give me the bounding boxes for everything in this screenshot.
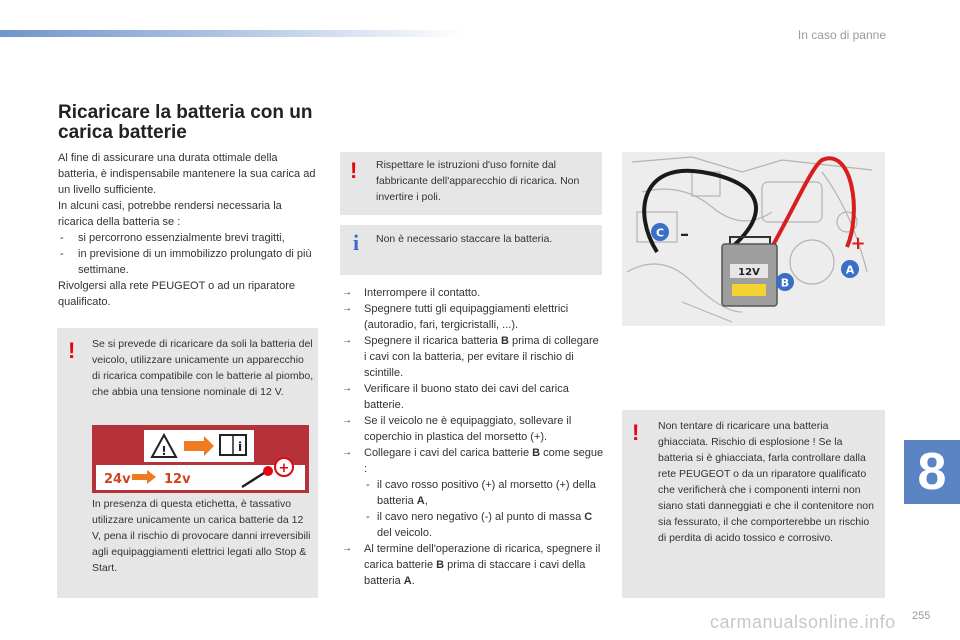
info-icon: i <box>353 230 360 255</box>
sub-step-item: - il cavo rosso positivo (+) al morsetto (+) della batteria A, <box>364 477 604 509</box>
procedure-steps <box>342 285 604 589</box>
intro-text <box>58 150 320 310</box>
label-b: B <box>780 276 790 290</box>
step-item: → Se il veicolo ne è equipaggiato, sollevare il coperchio in plastica del morsetto (+). <box>342 413 604 445</box>
page-title: Ricaricare la batteria con un carica batterie <box>58 102 313 143</box>
engine-bay-diagram <box>622 152 885 326</box>
info-text: Non è necessario staccare la batteria. <box>376 233 553 245</box>
page-number: 255 <box>912 610 931 622</box>
intro-paragraph: Rivolgersi alla rete PEUGEOT o ad un riparatore qualificato. <box>58 280 296 308</box>
step-item: → Interrompere il contatto. <box>342 285 604 301</box>
svg-text:i: i <box>237 440 243 454</box>
warning-box-top <box>340 152 602 215</box>
intro-paragraph: Al fine di assicurare una durata ottimale della batteria, è indispensabile mantenere la sua carica ad un livello sufficiente. <box>58 152 316 196</box>
label-a: A <box>845 263 855 277</box>
svg-text:+: + <box>278 461 290 476</box>
watermark: carmanualsonline.info <box>710 612 896 632</box>
warning-text: Rispettare le istruzioni d'uso fornite dal fabbricante dell'apparecchio di ricarica. Non invertire i poli. <box>376 159 580 203</box>
intro-paragraph: In alcuni casi, potrebbe rendersi necessaria la ricarica della batteria se : <box>58 200 282 228</box>
voltage-12v-label: 12v <box>164 472 191 487</box>
minus-sign: – <box>680 224 689 245</box>
voltage-24v-label: 24v <box>104 472 131 487</box>
warning-label-graphic <box>92 425 309 493</box>
list-item: - si percorrono essenzialmente brevi tragitti, <box>58 230 320 246</box>
sub-steps <box>364 477 604 541</box>
exclamation-icon: ! <box>350 158 358 183</box>
plus-sign: + <box>850 233 866 254</box>
step-item: → Verificare il buono stato dei cavi del carica batterie. <box>342 381 604 413</box>
info-box <box>340 225 602 275</box>
intro-list <box>58 230 320 278</box>
warning-box-right <box>622 410 885 598</box>
section-title: In caso di panne <box>797 28 886 42</box>
exclamation-icon: ! <box>68 338 76 363</box>
exclamation-icon: ! <box>632 420 640 445</box>
stop-start-battery-label <box>92 425 309 493</box>
svg-text:!: ! <box>161 444 167 458</box>
chapter-number: 8 <box>904 440 960 504</box>
battery-charger-illustration <box>622 152 885 326</box>
step-item: → Al termine dell'operazione di ricarica, spegnere il carica batterie B prima di staccare i cavi della batteria A. <box>342 541 604 589</box>
warning-text: Non tentare di ricaricare una batteria ghiacciata. Rischio di esplosione ! Se la batteria si è ghiacciata, farla controllare dalla rete PEUGEOT o da un riparatore qualificato che verificherà che i componenti interni non siano stati danneggiati e che il contenitore non sia fessurato, il che comporterebbe un rischio di perdita di acido tossico e corrosivo. <box>658 420 874 544</box>
header-accent-bar <box>0 30 465 37</box>
sub-step-item: - il cavo nero negativo (-) al punto di massa C del veicolo. <box>364 509 604 541</box>
step-item: → Collegare i cavi del carica batterie B come segue : - il cavo rosso positivo (+) al morsetto (+) della batteria A, - il cavo nero negativo (-) al punto di massa C del veicolo. <box>342 445 604 541</box>
step-item: → Spegnere il ricarica batteria B prima di collegare i cavi con la batteria, per evitare il rischio di scintille. <box>342 333 604 381</box>
list-item: - in previsione di un immobilizzo prolungato di più settimane. <box>58 246 320 278</box>
voltage-label: 12V <box>738 267 760 278</box>
warning-text-label: In presenza di questa etichetta, è tassativo utilizzare unicamente un carica batterie da 12 V, pena il rischio di provocare danni irreversibili agli equipaggiamenti elettrici legati allo Stop & Start. <box>92 498 311 574</box>
step-item: → Spegnere tutti gli equipaggiamenti elettrici (autoradio, fari, tergicristalli, ...). <box>342 301 604 333</box>
warning-text: Se si prevede di ricaricare da soli la batteria del veicolo, utilizzare unicamente un apparecchio di ricarica compatibile con le batterie al piombo, che abbia una tensione nominale di 12 V. <box>92 338 314 398</box>
label-c: C <box>655 226 665 240</box>
